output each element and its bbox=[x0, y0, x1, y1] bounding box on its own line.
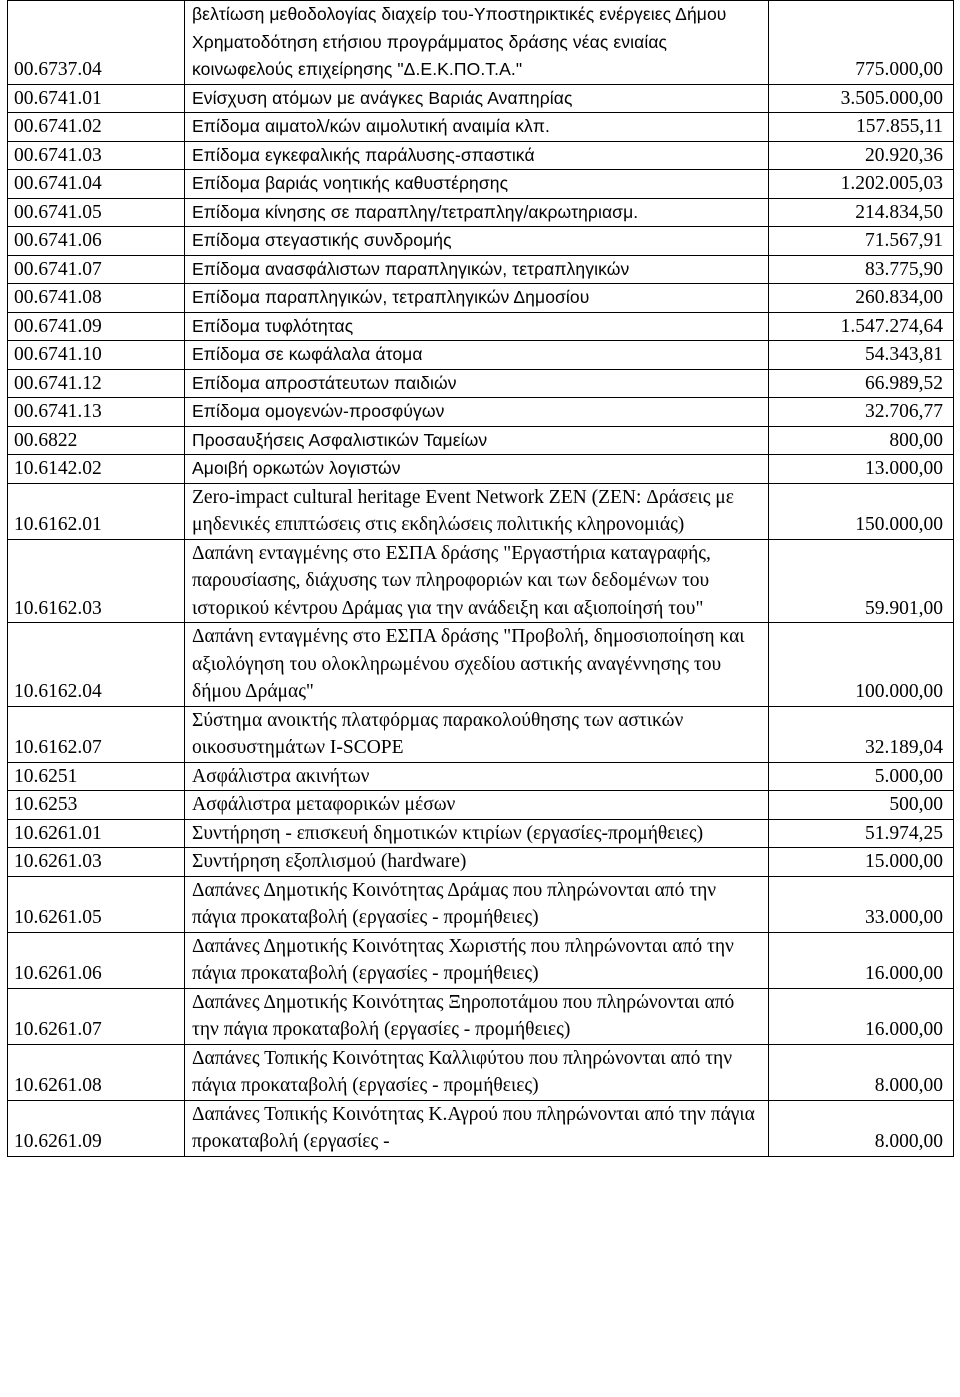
account-code: 10.6261.01 bbox=[8, 819, 185, 848]
account-description: Συντήρηση εξοπλισμού (hardware) bbox=[185, 848, 769, 877]
account-code: 00.6741.03 bbox=[8, 141, 185, 170]
account-description: Δαπάνες Δημοτικής Κοινότητας Ξηροποτάμου που πληρώνονται από την πάγια προκαταβολή (εργασίες - προμήθειες) bbox=[185, 988, 769, 1044]
account-description: Επίδομα εγκεφαλικής παράλυσης-σπαστικά bbox=[185, 141, 769, 170]
table-row bbox=[8, 539, 954, 623]
account-code: 10.6162.03 bbox=[8, 539, 185, 623]
account-description: Ασφάλιστρα μεταφορικών μέσων bbox=[185, 791, 769, 820]
table-row bbox=[8, 1, 954, 85]
account-code: 00.6741.10 bbox=[8, 341, 185, 370]
amount: 66.989,52 bbox=[769, 369, 954, 398]
account-description: Δαπάνες Τοπικής Κοινότητας Κ.Αγρού που πληρώνονται από την πάγια προκαταβολή (εργασίες - bbox=[185, 1100, 769, 1156]
account-code: 10.6261.05 bbox=[8, 876, 185, 932]
account-description: Σύστημα ανοικτής πλατφόρμας παρακολούθησης των αστικών οικοσυστημάτων I-SCOPE bbox=[185, 706, 769, 762]
budget-table bbox=[7, 0, 954, 1157]
table-row bbox=[8, 988, 954, 1044]
account-description: Επίδομα στεγαστικής συνδρομής bbox=[185, 227, 769, 256]
account-code: 10.6162.07 bbox=[8, 706, 185, 762]
amount: 157.855,11 bbox=[769, 113, 954, 142]
table-row bbox=[8, 369, 954, 398]
table-row bbox=[8, 848, 954, 877]
account-description: Δαπάνες Τοπικής Κοινότητας Καλλιφύτου που πληρώνονται από την πάγια προκαταβολή (εργασίες - προμήθειες) bbox=[185, 1044, 769, 1100]
account-description: Επίδομα ανασφάλιστων παραπληγικών, τετραπληγικών bbox=[185, 255, 769, 284]
table-row bbox=[8, 84, 954, 113]
account-description: Επίδομα κίνησης σε παραπληγ/τετραπληγ/ακρωτηριασμ. bbox=[185, 198, 769, 227]
amount: 775.000,00 bbox=[769, 1, 954, 85]
account-code: 10.6261.03 bbox=[8, 848, 185, 877]
amount: 83.775,90 bbox=[769, 255, 954, 284]
account-description: Ασφάλιστρα ακινήτων bbox=[185, 762, 769, 791]
amount: 16.000,00 bbox=[769, 932, 954, 988]
amount: 800,00 bbox=[769, 426, 954, 455]
account-description: Δαπάνες Δημοτικής Κοινότητας Δράμας που πληρώνονται από την πάγια προκαταβολή (εργασίες - προμήθειες) bbox=[185, 876, 769, 932]
account-code: 00.6741.13 bbox=[8, 398, 185, 427]
account-code: 10.6142.02 bbox=[8, 455, 185, 484]
amount: 5.000,00 bbox=[769, 762, 954, 791]
table-row bbox=[8, 932, 954, 988]
account-description: Δαπάνη ενταγμένης στο ΕΣΠΑ δράσης "Εργαστήρια καταγραφής, παρουσίασης, διάχυσης των πληροφοριών και των δεδομένων του ιστορικού κέντρου Δράμας για την ανάδειξη και αξιοποίησή του" bbox=[185, 539, 769, 623]
amount: 71.567,91 bbox=[769, 227, 954, 256]
account-code: 00.6741.05 bbox=[8, 198, 185, 227]
account-code: 10.6261.09 bbox=[8, 1100, 185, 1156]
account-code: 10.6261.07 bbox=[8, 988, 185, 1044]
table-row bbox=[8, 398, 954, 427]
amount: 16.000,00 bbox=[769, 988, 954, 1044]
account-description: Αμοιβή ορκωτών λογιστών bbox=[185, 455, 769, 484]
account-description: Επίδομα τυφλότητας bbox=[185, 312, 769, 341]
account-description: Επίδομα αιματολ/κών αιμολυτική αναιμία κλπ. bbox=[185, 113, 769, 142]
table-row bbox=[8, 623, 954, 707]
account-description: Προσαυξήσεις Ασφαλιστικών Ταμείων bbox=[185, 426, 769, 455]
amount: 150.000,00 bbox=[769, 483, 954, 539]
account-code: 00.6741.01 bbox=[8, 84, 185, 113]
account-code: 10.6253 bbox=[8, 791, 185, 820]
account-code: 10.6251 bbox=[8, 762, 185, 791]
table-row bbox=[8, 426, 954, 455]
account-code: 10.6261.06 bbox=[8, 932, 185, 988]
account-description: βελτίωση μεθοδολογίας διαχείρ του-Υποστηρικτικές ενέργειες Δήμου Χρηματοδότηση ετήσιου προγράμματος δράσης νέας ενιαίας κοινωφελούς επιχείρησης "Δ.Ε.Κ.ΠΟ.Τ.Α." bbox=[185, 1, 769, 85]
account-description: Δαπάνη ενταγμένης στο ΕΣΠΑ δράσης "Προβολή, δημοσιοποίηση και αξιολόγηση του ολοκληρωμένου σχεδίου αστικής αναγέννησης του δήμου Δράμας" bbox=[185, 623, 769, 707]
table-row bbox=[8, 762, 954, 791]
account-code: 00.6822 bbox=[8, 426, 185, 455]
table-row bbox=[8, 198, 954, 227]
amount: 33.000,00 bbox=[769, 876, 954, 932]
amount: 59.901,00 bbox=[769, 539, 954, 623]
table-row bbox=[8, 706, 954, 762]
account-code: 10.6261.08 bbox=[8, 1044, 185, 1100]
account-code: 00.6741.04 bbox=[8, 170, 185, 199]
account-description: Συντήρηση - επισκευή δημοτικών κτιρίων (εργασίες-προμήθειες) bbox=[185, 819, 769, 848]
amount: 20.920,36 bbox=[769, 141, 954, 170]
account-description: Δαπάνες Δημοτικής Κοινότητας Χωριστής που πληρώνονται από την πάγια προκαταβολή (εργασίες - προμήθειες) bbox=[185, 932, 769, 988]
account-description: Ενίσχυση ατόμων με ανάγκες Βαριάς Αναπηρίας bbox=[185, 84, 769, 113]
table-row bbox=[8, 819, 954, 848]
amount: 54.343,81 bbox=[769, 341, 954, 370]
amount: 13.000,00 bbox=[769, 455, 954, 484]
amount: 8.000,00 bbox=[769, 1100, 954, 1156]
table-row bbox=[8, 284, 954, 313]
table-row bbox=[8, 1044, 954, 1100]
amount: 214.834,50 bbox=[769, 198, 954, 227]
table-row bbox=[8, 227, 954, 256]
account-description: Επίδομα σε κωφάλαλα άτομα bbox=[185, 341, 769, 370]
account-code: 10.6162.04 bbox=[8, 623, 185, 707]
account-code: 00.6737.04 bbox=[8, 1, 185, 85]
account-code: 00.6741.06 bbox=[8, 227, 185, 256]
table-row bbox=[8, 791, 954, 820]
account-description: Zero-impact cultural heritage Event Network ZEN (ZEN: Δράσεις με μηδενικές επιπτώσεις στις εκδηλώσεις πολιτικής κληρονομιάς) bbox=[185, 483, 769, 539]
amount: 8.000,00 bbox=[769, 1044, 954, 1100]
table-row bbox=[8, 341, 954, 370]
account-description: Επίδομα παραπληγικών, τετραπληγικών Δημοσίου bbox=[185, 284, 769, 313]
table-row bbox=[8, 255, 954, 284]
table-row bbox=[8, 312, 954, 341]
table-row bbox=[8, 113, 954, 142]
amount: 500,00 bbox=[769, 791, 954, 820]
account-code: 00.6741.07 bbox=[8, 255, 185, 284]
table-row bbox=[8, 483, 954, 539]
account-code: 00.6741.02 bbox=[8, 113, 185, 142]
amount: 15.000,00 bbox=[769, 848, 954, 877]
account-code: 10.6162.01 bbox=[8, 483, 185, 539]
amount: 260.834,00 bbox=[769, 284, 954, 313]
amount: 32.189,04 bbox=[769, 706, 954, 762]
amount: 1.202.005,03 bbox=[769, 170, 954, 199]
account-description: Επίδομα ομογενών-προσφύγων bbox=[185, 398, 769, 427]
amount: 1.547.274,64 bbox=[769, 312, 954, 341]
budget-table-body bbox=[8, 1, 954, 1157]
amount: 100.000,00 bbox=[769, 623, 954, 707]
amount: 32.706,77 bbox=[769, 398, 954, 427]
table-row bbox=[8, 141, 954, 170]
amount: 51.974,25 bbox=[769, 819, 954, 848]
account-description: Επίδομα απροστάτευτων παιδιών bbox=[185, 369, 769, 398]
account-code: 00.6741.12 bbox=[8, 369, 185, 398]
table-row bbox=[8, 455, 954, 484]
table-row bbox=[8, 876, 954, 932]
account-code: 00.6741.09 bbox=[8, 312, 185, 341]
amount: 3.505.000,00 bbox=[769, 84, 954, 113]
account-description: Επίδομα βαριάς νοητικής καθυστέρησης bbox=[185, 170, 769, 199]
budget-document bbox=[7, 0, 954, 1157]
table-row bbox=[8, 1100, 954, 1156]
account-code: 00.6741.08 bbox=[8, 284, 185, 313]
table-row bbox=[8, 170, 954, 199]
